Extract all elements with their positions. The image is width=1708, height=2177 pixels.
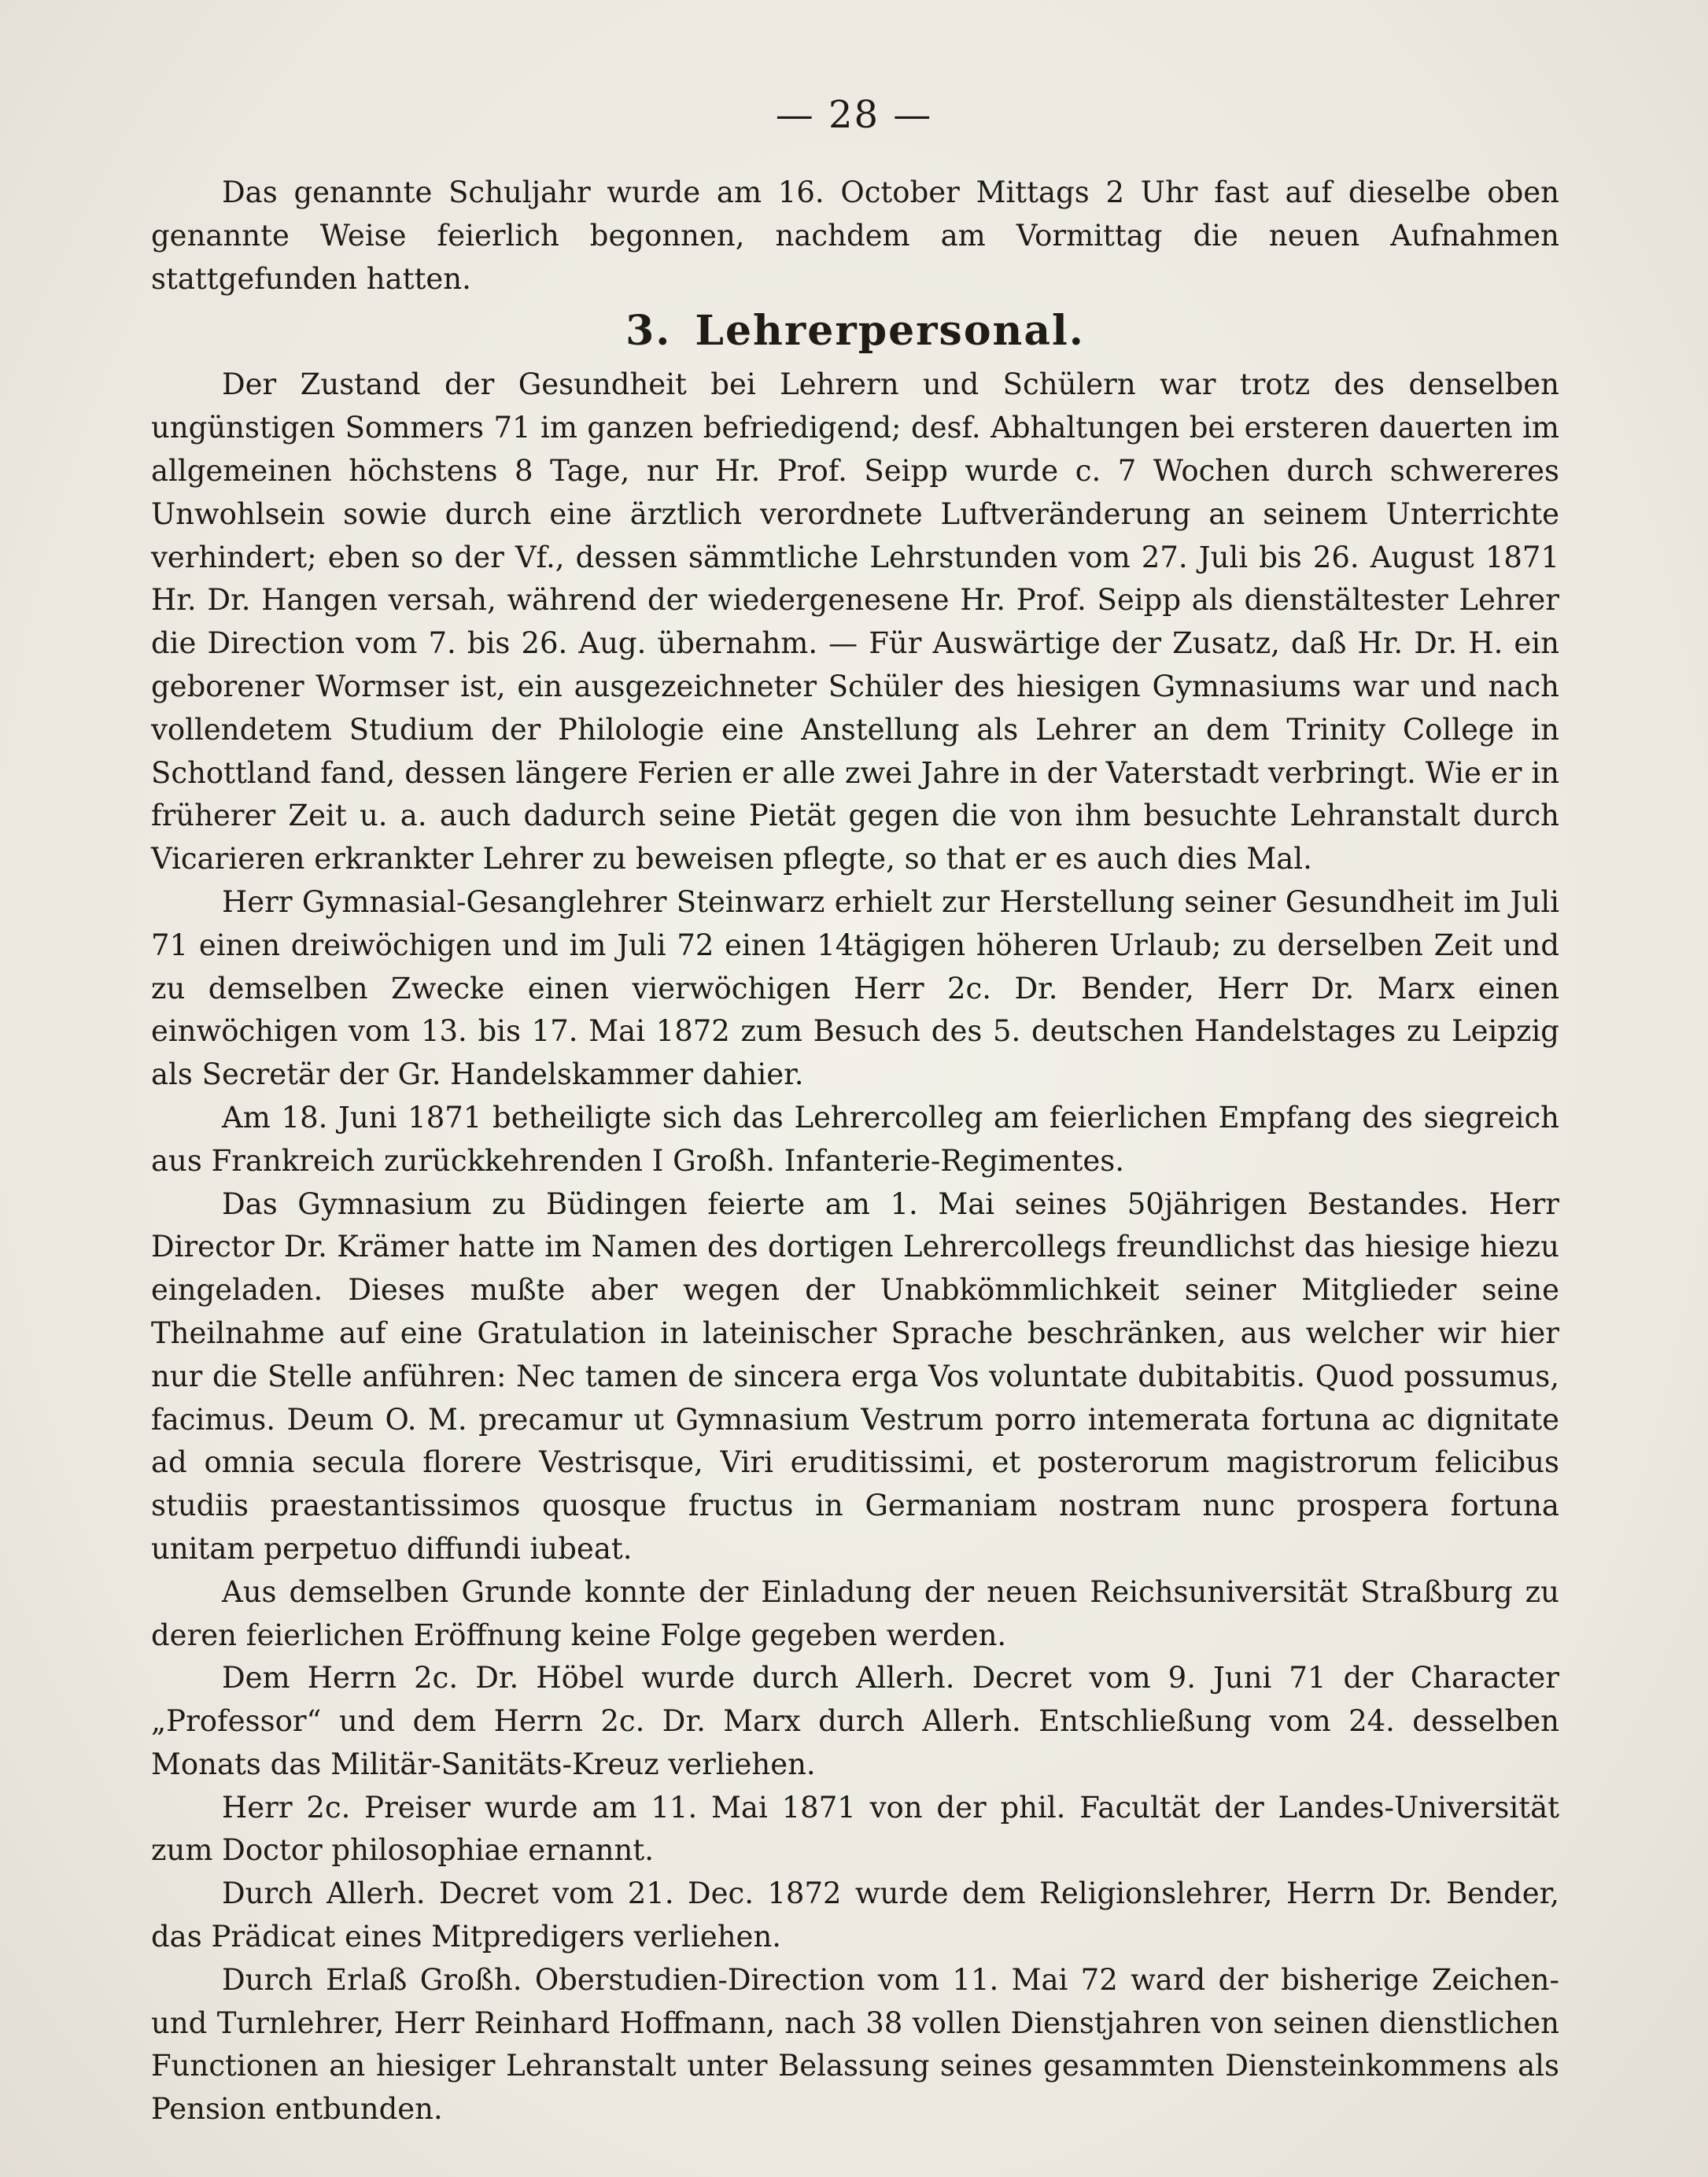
paragraph-health: Der Zustand der Gesundheit bei Lehrern und Schülern war trotz des denselben ungünstigen Sommers 71 im ganzen befriedigend; desf. Abhaltungen bei ersteren dauerten im allgemeinen höchstens 8 Tage, nur Hr. Prof. Seipp wurde c. 7 Wochen durch schwereres Unwohlsein sowie durch eine ärztlich verordnete Luftveränderung an seinem Unterrichte verhindert; eben so der Vf., dessen sämmtliche Lehrstunden vom 27. Juli bis 26. August 1871 Hr. Dr. Hangen versah, während der wiedergenesene Hr. Prof. Seipp als dienstältester Lehrer die Direction vom 7. bis 26. Aug. übernahm. — Für Auswärtige der Zusatz, daß Hr. Dr. H. ein geborener Wormser ist, ein ausgezeichneter Schüler des hiesigen Gymnasiums war und nach vollendetem Studium der Philologie eine Anstellung als Lehrer an dem Trinity College in Schottland fand, dessen längere Ferien er alle zwei Jahre in der Vaterstadt verbringt. Wie er in früherer Zeit u. a. auch dadurch seine Pietät gegen die von ihm besuchte Lehranstalt durch Vicarieren erkrankter Lehrer zu beweisen pflegte, so that er es auch dies Mal.	[151, 367, 1559, 876]
body-text	[151, 172, 1559, 2131]
paragraph-leave: Herr Gymnasial-Gesanglehrer Steinwarz erhielt zur Herstellung seiner Gesundheit im Juli 71 einen dreiwöchigen und im Juli 72 einen 14tägigen höheren Urlaub; zu derselben Zeit und zu demselben Zwecke einen vierwöchigen Herr 2c. Dr. Bender, Herr Dr. Marx einen einwöchigen vom 13. bis 17. Mai 1872 zum Besuch des 5. deutschen Handelstages zu Leipzig als Secretär der Gr. Handelskammer dahier.	[151, 884, 1559, 1092]
section-heading	[151, 304, 1559, 359]
paragraph-buedingen: Das Gymnasium zu Büdingen feierte am 1. Mai seines 50jährigen Bestandes. Herr Director Dr. Krämer hatte im Namen des dortigen Lehrercollegs freundlichst das hiesige hiezu eingeladen. Dieses mußte aber wegen der Unabkömmlichkeit seiner Mitglieder seine Theilnahme auf eine Gratulation in lateinischer Sprache beschränken, aus welcher wir hier nur die Stelle anführen: Nec tamen de sincera erga Vos voluntate dubitabitis. Quod possumus, facimus. Deum O. M. precamur ut Gymnasium Vestrum porro intemerata fortuna ac dignitate ad omnia secula florere Vestrisque, Viri eruditissimi, et posterorum magistrorum felicibus studiis praestantissimos quosque fructus in Germaniam nostram nunc prospera fortuna unitam perpetuo diffundi iubeat.	[151, 1186, 1559, 1566]
paragraph-strassburg: Aus demselben Grunde konnte der Einladung der neuen Reichsuniversität Straßburg zu deren feierlichen Eröffnung keine Folge gegeben werden.	[151, 1574, 1559, 1652]
page-number: — 28 —	[775, 93, 933, 137]
section-title: Lehrerpersonal.	[695, 307, 1085, 356]
paragraph-honours: Dem Herrn 2c. Dr. Höbel wurde durch Allerh. Decret vom 9. Juni 71 der Character „Professor“ und dem Herrn 2c. Dr. Marx durch Allerh. Entschließung vom 24. desselben Monats das Militär-Sanitäts-Kreuz verliehen.	[151, 1661, 1559, 1781]
section-number: 3.	[625, 307, 672, 356]
paragraph-reception: Am 18. Juni 1871 betheiligte sich das Lehrercolleg am feierlichen Empfang des siegreich aus Frankreich zurückkehrenden I Großh. Infanterie-Regimentes.	[151, 1100, 1559, 1178]
intro-paragraph: Das genannte Schuljahr wurde am 16. October Mittags 2 Uhr fast auf dieselbe oben genannte Weise feierlich begonnen, nachdem am Vormittag die neuen Aufnahmen stattgefunden hatten.	[151, 175, 1559, 296]
paragraph-preacher: Durch Allerh. Decret vom 21. Dec. 1872 wurde dem Religionslehrer, Herrn Dr. Bender, das Prädicat eines Mitpredigers verliehen.	[151, 1876, 1559, 1954]
paragraph-pension: Durch Erlaß Großh. Oberstudien-Direction vom 11. Mai 72 ward der bisherige Zeichen- und Turnlehrer, Herr Reinhard Hoffmann, nach 38 vollen Dienstjahren von seinen dienstlichen Functionen an hiesiger Lehranstalt unter Belassung seines gesammten Diensteinkommens als Pension entbunden.	[151, 1962, 1559, 2127]
paragraph-doctorate: Herr 2c. Preiser wurde am 11. Mai 1871 von der phil. Facultät der Landes-Universität zum Doctor philosophiae ernannt.	[151, 1790, 1559, 1868]
